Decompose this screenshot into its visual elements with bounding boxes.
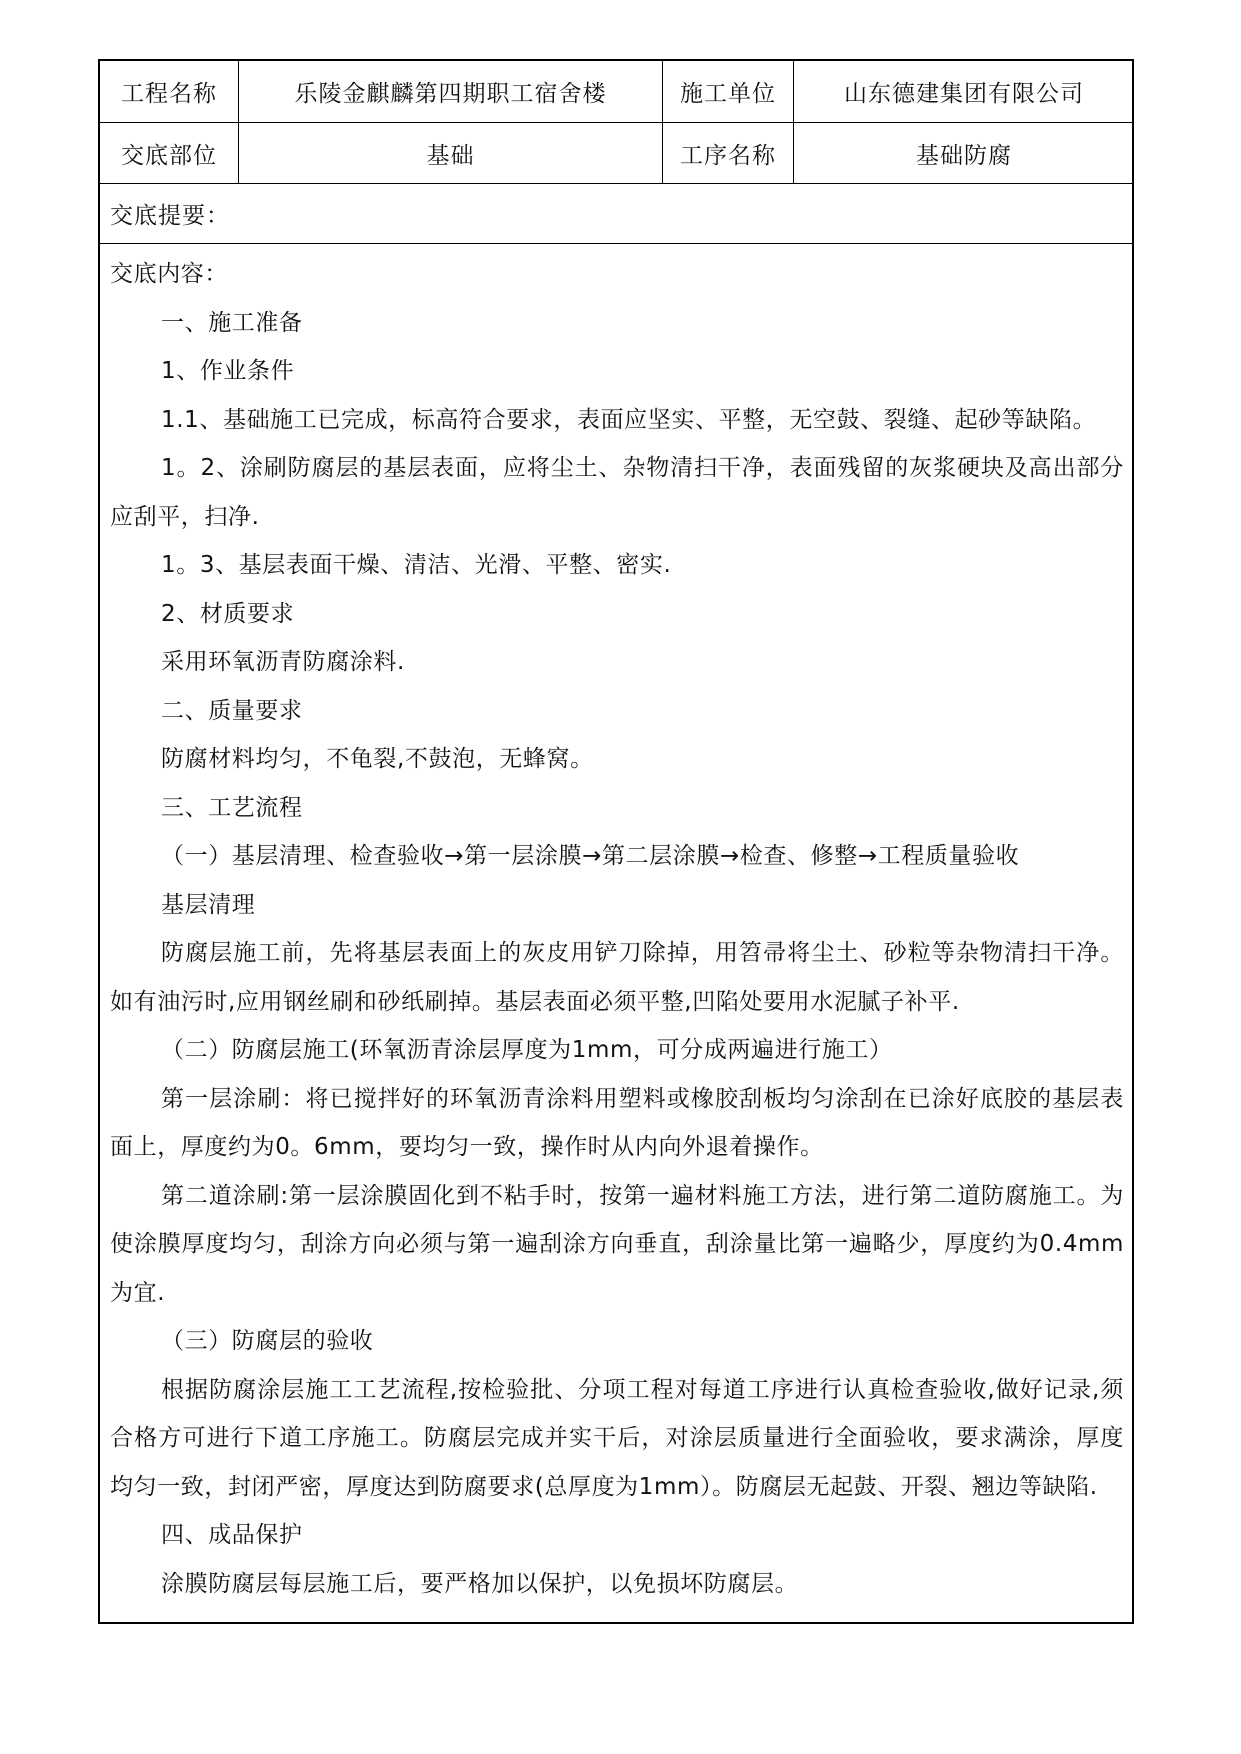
summary-label: 交底提要： (110, 203, 230, 229)
summary-row (100, 184, 1132, 244)
section-heading: 二、质量要求 (161, 697, 303, 724)
paragraph: 防腐层施工前，先将基层表面上的灰皮用铲刀除掉，用笤帚将尘土、砂粒等杂物清扫干净。如有油污时,应用钢丝刷和砂纸刷掉。基层表面必须平整,凹陷处要用水泥腻子补平. (110, 940, 1124, 1015)
process-name-value: 基础防腐 (793, 123, 1134, 183)
subsection-heading: 基层清理 (161, 891, 256, 918)
process-name-label: 工序名称 (662, 123, 793, 183)
subsection-heading: （三）防腐层的验收 (161, 1328, 374, 1354)
paragraph: 采用环氧沥青防腐涂料. (161, 649, 405, 675)
construction-unit-label: 施工单位 (662, 61, 793, 122)
disclosure-part-value: 基础 (238, 123, 662, 183)
paragraph: 1.1、基础施工已完成，标高符合要求，表面应坚实、平整，无空鼓、裂缝、起砂等缺陷。 (161, 406, 1097, 433)
header-row-2 (100, 123, 1132, 184)
project-name-value: 乐陵金麒麟第四期职工宿舍楼 (238, 61, 662, 122)
content-label: 交底内容： (110, 261, 228, 287)
paragraph: 根据防腐涂层施工工艺流程,按检验批、分项工程对每道工序进行认真检查验收,做好记录,须合格方可进行下道工序施工。防腐层完成并实干后，对涂层质量进行全面验收，要求满涂，厚度均匀一致，封闭严密，厚度达到防腐要求(总厚度为1mm）。防腐层无起鼓、开裂、翘边等缺陷. (110, 1376, 1124, 1500)
process-flow: （一）基层清理、检查验收→第一层涂膜→第二层涂膜→检查、修整→工程质量验收 (161, 843, 1020, 869)
paragraph: 1。2、涂刷防腐层的基层表面，应将尘土、杂物清扫干净，表面残留的灰浆硬块及高出部分应刮平，扫净. (110, 455, 1124, 530)
paragraph: 防腐材料均匀，不龟裂,不鼓泡，无蜂窝。 (161, 746, 594, 772)
project-name-label: 工程名称 (121, 81, 217, 107)
paragraph: 第二道涂刷:第一层涂膜固化到不粘手时，按第一遍材料施工方法，进行第二道防腐施工。为使涂膜厚度均匀，刮涂方向必须与第一遍刮涂方向垂直，刮涂量比第一遍略少，厚度约为0.4mm为宜. (110, 1182, 1124, 1306)
disclosure-table (98, 59, 1134, 1624)
subsection-heading: 1、作业条件 (161, 358, 295, 384)
content-section (100, 244, 1132, 1622)
paragraph: 1。3、基层表面干燥、清洁、光滑、平整、密实. (161, 552, 672, 578)
subsection-heading: （二）防腐层施工(环氧沥青涂层厚度为1mm，可分成两遍进行施工） (161, 1037, 893, 1063)
disclosure-part-label: 交底部位 (121, 142, 217, 169)
subsection-heading: 2、材质要求 (161, 600, 295, 627)
paragraph: 涂膜防腐层每层施工后，要严格加以保护，以免损坏防腐层。 (161, 1570, 799, 1597)
section-heading: 一、施工准备 (161, 309, 303, 336)
section-heading: 三、工艺流程 (161, 794, 303, 821)
header-row-1 (100, 61, 1132, 123)
construction-unit-value: 山东德建集团有限公司 (793, 61, 1134, 122)
paragraph: 第一层涂刷：将已搅拌好的环氧沥青涂料用塑料或橡胶刮板均匀涂刮在已涂好底胶的基层表面上，厚度约为0。6mm，要均匀一致，操作时从内向外退着操作。 (110, 1085, 1124, 1160)
section-heading: 四、成品保护 (161, 1522, 303, 1548)
